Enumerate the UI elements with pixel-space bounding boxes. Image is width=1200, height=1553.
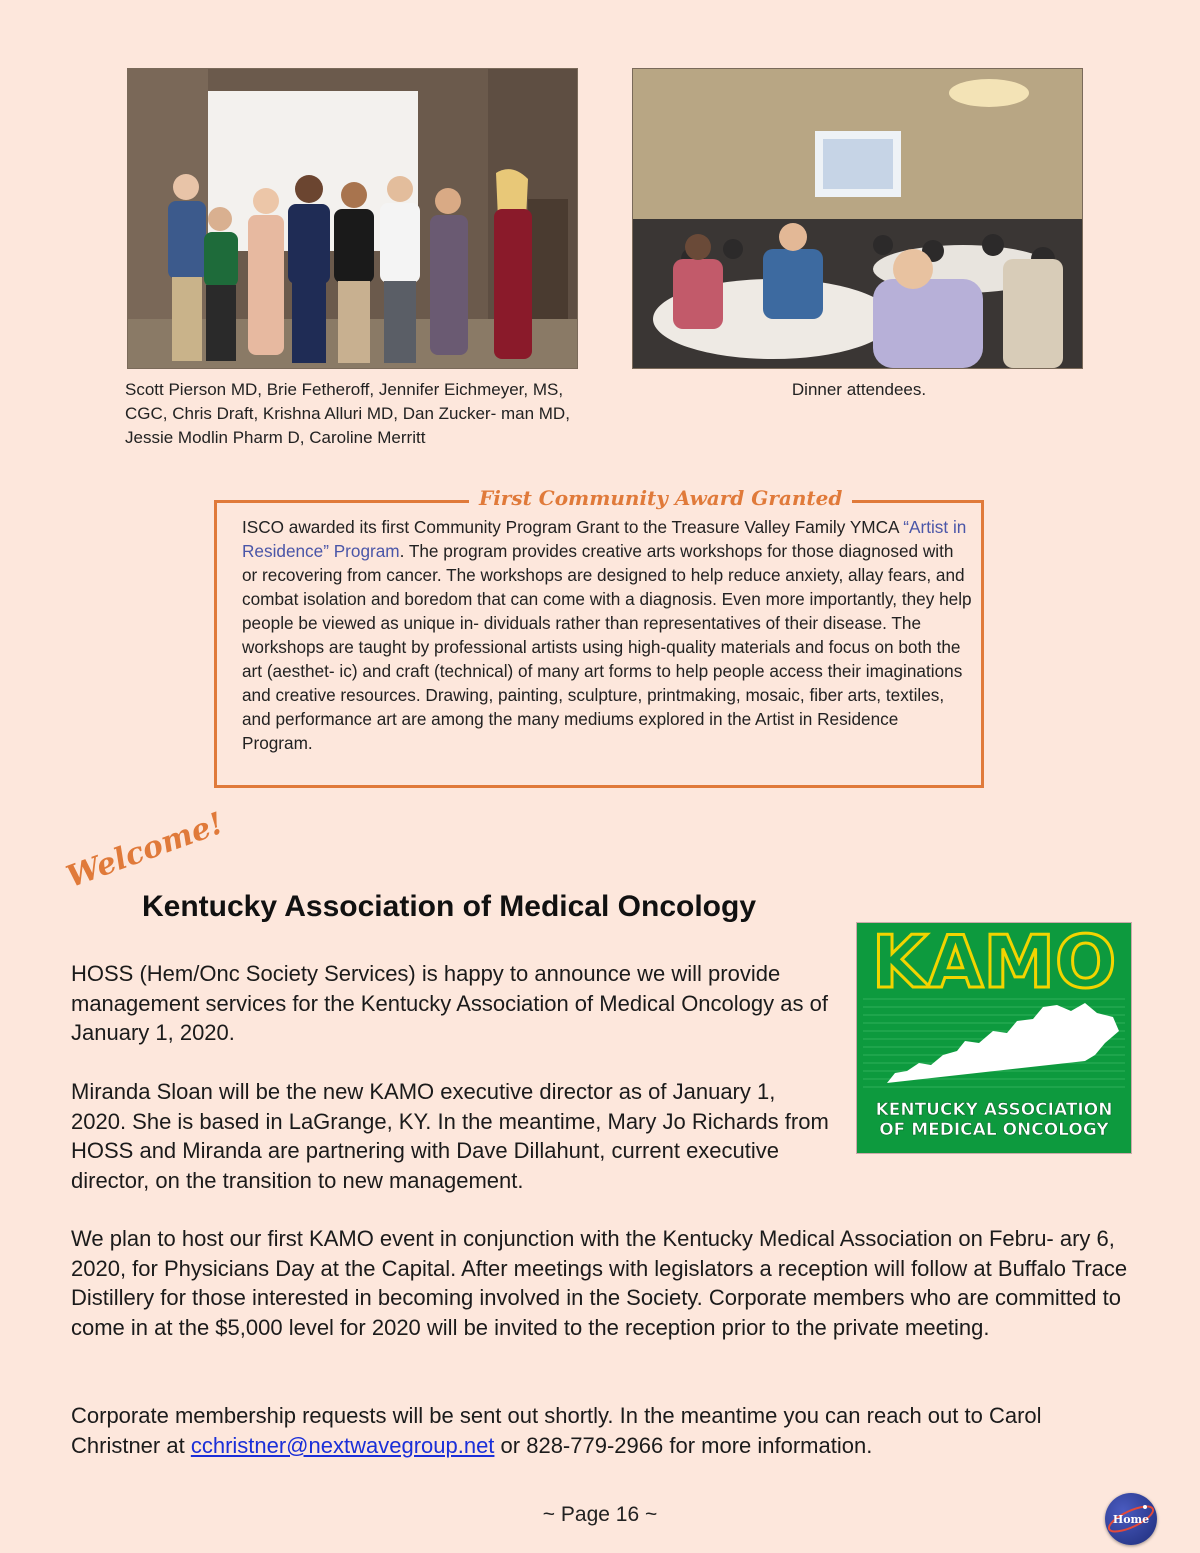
page-number: ~ Page 16 ~ [542, 1503, 658, 1526]
home-button[interactable] [1105, 1493, 1157, 1545]
artist-in-residence-link[interactable]: “Artist in Residence” Program [242, 517, 967, 561]
kamo-logo-line1: KENTUCKY ASSOCIATION [875, 1100, 1113, 1120]
group-photo-illustration [128, 69, 577, 368]
paragraph-hoss-announcement: HOSS (Hem/Onc Society Services) is happy to announce we will provide management services for the Kentucky Association of Medical Oncology as of January 1, 2020. [71, 961, 828, 1046]
home-label: Home [1112, 1512, 1150, 1526]
kamo-logo-line2: OF MEDICAL ONCOLOGY [879, 1120, 1109, 1140]
dinner-photo-illustration [633, 69, 1082, 368]
award-box [214, 486, 984, 788]
membership-text: Corporate membership requests will be sent out shortly. In the meantime you can reach out to Carol Christner at [71, 1403, 1042, 1458]
award-text [242, 515, 972, 755]
dinner-photo [632, 68, 1083, 369]
award-title: First Community Award Granted [469, 486, 852, 510]
kamo-heading: Kentucky Association of Medical Oncology [142, 890, 757, 923]
kamo-logo-graphic [857, 923, 1131, 1153]
group-photo-caption: Scott Pierson MD, Brie Fetheroff, Jennifer Eichmeyer, MS, CGC, Chris Draft, Krishna Alluri MD, Dan Zucker- man MD, Jessie Modlin Pharm D, Caroline Merritt [125, 380, 570, 447]
membership-text-end: or 828-779-2966 for more information. [494, 1432, 873, 1458]
award-text-body: . The program provides creative arts workshops for those diagnosed with or recovering from cancer. The workshops are designed to help reduce anxiety, allay fears, and combat isolation and boredom that can come with a diagnosis. Even more importantly, they help people be viewed as unique in- dividuals rather than representatives of their disease. The workshops are taught by professional artists using high-quality materials and focus on both the art (aesthet- ic) and craft (technical) of many art forms to help people access their imaginations and creative resources. Drawing, painting, sculpture, printmaking, mosaic, fiber arts, textiles, and performance art are among the many mediums explored in the Artist in Residence Program. [242, 541, 972, 753]
kamo-logo [856, 922, 1132, 1154]
welcome-script: Welcome! [62, 806, 229, 895]
kamo-acronym: KAMO [871, 923, 1117, 1004]
paragraph-first-event: We plan to host our first KAMO event in conjunction with the Kentucky Medical Association on Febru- ary 6, 2020, for Physicians Day at the Capital. After meetings with legislators a reception will follow at Buffalo Trace Distillery for those interested in becoming involved in the Society. Corporate members who are committed to come in at the $5,000 level for 2020 will be invited to the reception prior to the private meeting. [71, 1226, 1128, 1340]
email-link[interactable]: cchristner@nextwavegroup.net [190, 1432, 495, 1458]
award-text-intro: ISCO awarded its first Community Program Grant to the Treasure Valley Family YMCA [242, 517, 904, 537]
paragraph-executive-director: Miranda Sloan will be the new KAMO executive director as of January 1, 2020. She is based in LaGrange, KY. In the meantime, Mary Jo Richards from HOSS and Miranda are partnering with Dave Dillahunt, current executive director, on the transition to new management. [71, 1079, 829, 1193]
group-photo [127, 68, 578, 369]
dinner-photo-caption: Dinner attendees. [791, 380, 927, 399]
paragraph-corporate-membership [71, 1401, 1131, 1460]
